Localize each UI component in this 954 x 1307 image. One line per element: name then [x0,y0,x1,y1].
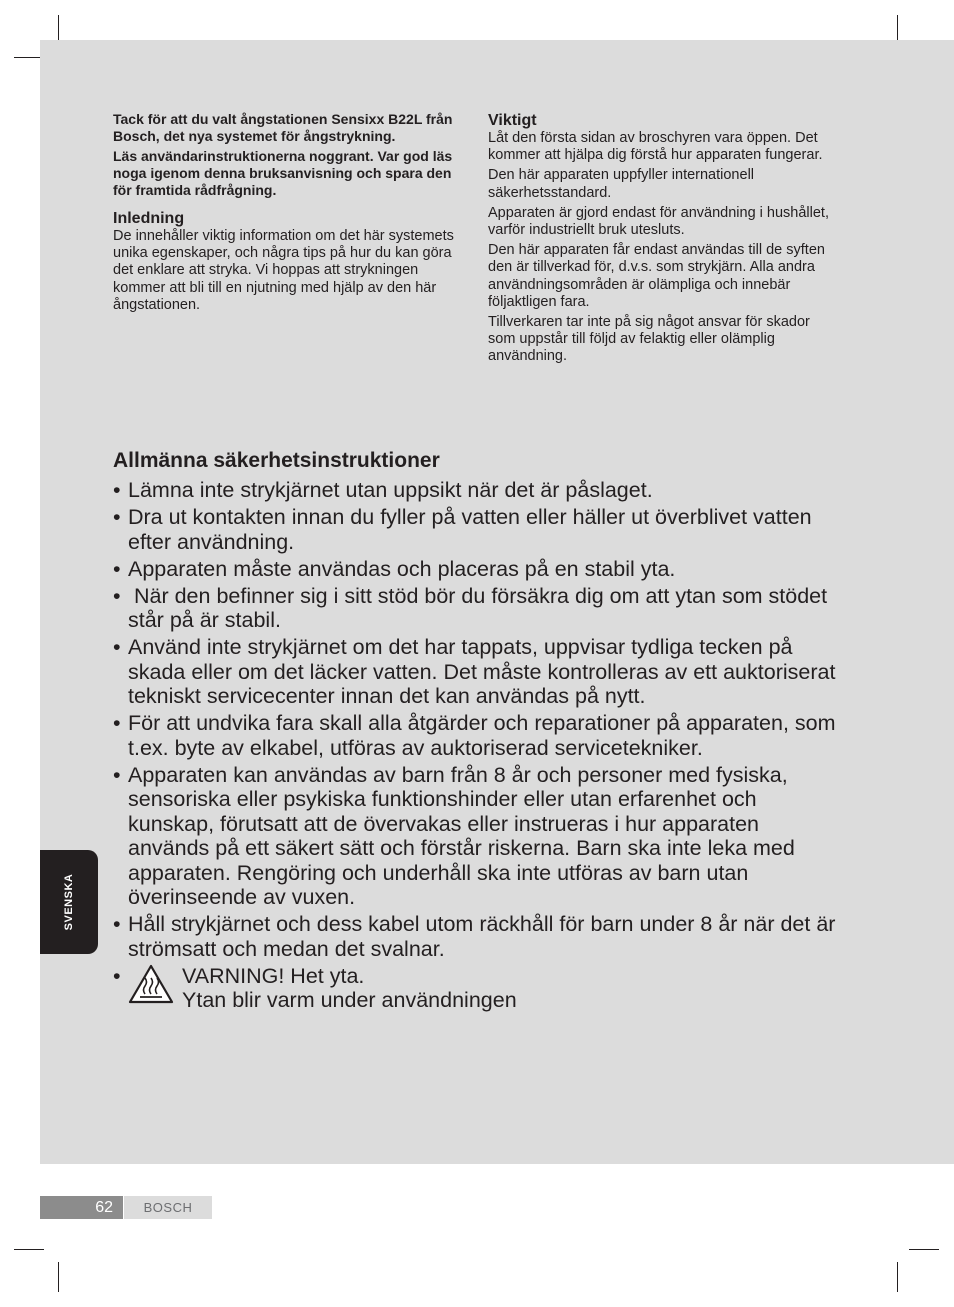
warning-text [182,964,517,1013]
bullet-text: För att undvika fara skall alla åtgärder och reparationer på apparaten, som t.ex. byte av elkabel, utföras av auktoriserad servicetekniker. [128,711,836,760]
warning-line-1: VARNING! Het yta. [182,963,365,988]
viktigt-paragraph: Apparaten är gjord endast för användning i hushållet, varför industriellt bruk utesluts. [488,204,829,239]
viktigt-paragraph: Tillverkaren tar inte på sig något ansvar för skador som uppstår till följd av felaktig eller olämplig användning. [488,314,810,365]
list-item [113,584,843,633]
bullet-dot: • [113,635,121,659]
bullet-text: När den befinner sig i sitt stöd bör du försäkra dig om att ytan som stödet står på är stabil. [128,583,834,632]
list-item [113,557,843,582]
page-number: 62 [40,1196,123,1219]
bullet-text: Lämna inte strykjärnet utan uppsikt när det är påslaget. [128,478,653,502]
bullet-dot: • [113,583,121,608]
safety-section [113,448,843,1015]
language-tab [40,850,98,954]
list-item [113,478,843,503]
viktigt-paragraph: Den här apparaten uppfyller internationell säkerhetsstandard. [488,167,755,201]
bullet-dot: • [113,505,121,529]
viktigt-paragraph: Låt den första sidan av broschyren vara öppen. Det kommer att hjälpa dig förstå hur apparaten fungerar. [488,130,823,164]
right-column [488,111,833,369]
list-item [113,635,843,709]
bullet-dot: • [113,912,121,936]
bullet-text: Håll strykjärnet och dess kabel utom räckhåll för barn under 8 år när det är strömsatt och medan det svalnar. [128,912,836,961]
crop-mark [909,1249,939,1250]
left-column [113,111,465,317]
warning-row [128,964,843,1013]
inledning-text: De innehåller viktig information om det här systemets unika egenskaper, och några tips på hur du kan göra det enklare att stryka. Vi hoppas att strykningen kommer att bli till en njutning med hjälp av den här ångstationen. [113,228,454,313]
crop-mark [897,1262,898,1292]
list-item [113,964,843,1013]
bullet-text: Apparaten måste användas och placeras på en stabil yta. [128,556,676,581]
bullet-dot: • [113,762,121,787]
safety-title: Allmänna säkerhetsinstruktioner [113,449,440,472]
bullet-dot: • [113,556,121,581]
list-item [113,912,843,961]
list-item [113,711,843,760]
footer-brand: BOSCH [124,1196,212,1219]
list-item [113,763,843,910]
warning-line-2: Ytan blir varm under användningen [182,988,517,1012]
bullet-dot: • [113,478,121,502]
viktigt-paragraph: Den här apparaten får endast användas till de syften den är tillverkad för, d.v.s. som strykjärn. Alla andra användningsområden är olämpliga och innebär följaktligen fara. [488,242,825,310]
bullet-dot: • [113,963,121,988]
bullet-dot: • [113,711,121,735]
list-item [113,505,843,554]
hot-surface-warning-icon [128,964,174,1004]
viktigt-heading: Viktigt [488,112,537,129]
crop-mark [14,1249,44,1250]
crop-mark [58,1262,59,1292]
intro-thanks: Tack för att du valt ångstationen Sensixx B22L från Bosch, det nya systemet för ångstrykning. [113,111,453,144]
safety-list [113,478,843,1013]
bullet-text: Apparaten kan användas av barn från 8 år och personer med fysiska, sensoriska eller psykiska funktionshinder eller utan erfarenhet och kunskap, förutsatt att de övervakas eller instrueras i hur apparaten används på ett säkert sätt och förstår riskerna. Barn ska inte leka med apparaten. Rengöring och underhåll ska inte utföras av barn utan överinseende av vuxen. [128,762,795,909]
language-tab-label: SVENSKA [63,873,75,931]
bullet-text: Dra ut kontakten innan du fyller på vatten eller häller ut överblivet vatten efter användning. [128,505,812,554]
bullet-text: Använd inte strykjärnet om det har tappats, uppvisar tydliga tecken på skada eller om det läcker vatten. Det måste kontrolleras av ett auktoriserat tekniskt servicecenter innan det kan användas på nytt. [128,635,836,708]
intro-read-instructions: Läs användarinstruktionerna noggrant. Var god läs noga igenom denna bruksanvisning och spara den för framtida rådfrågning. [113,148,453,198]
inledning-heading: Inledning [113,210,185,227]
